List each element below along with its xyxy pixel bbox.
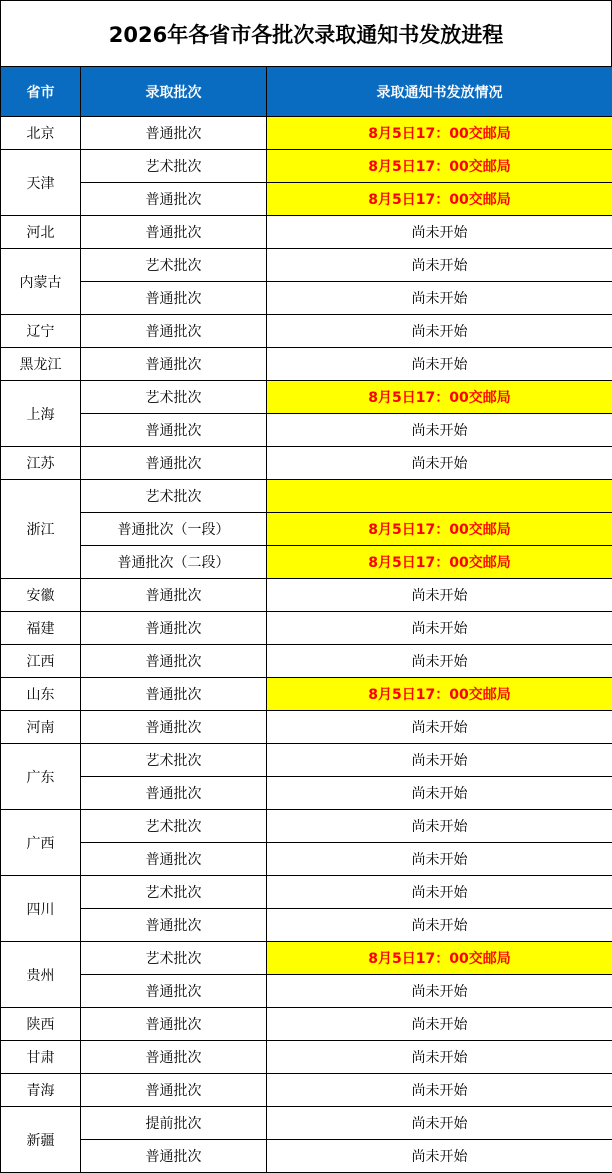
table-row [1,381,612,414]
province-cell: 黑龙江 [1,348,81,381]
status-cell: 尚未开始 [267,249,612,282]
batch-cell: 普通批次（二段） [81,546,267,579]
table-row [1,480,612,513]
status-cell: 尚未开始 [267,810,612,843]
batch-cell: 普通批次 [81,678,267,711]
batch-cell: 普通批次 [81,282,267,315]
status-cell: 尚未开始 [267,315,612,348]
table-row [1,645,612,678]
status-cell: 尚未开始 [267,579,612,612]
batch-cell: 普通批次 [81,975,267,1008]
status-cell: 8月5日17：00交邮局 [267,150,612,183]
batch-cell: 艺术批次 [81,150,267,183]
table-row [1,1140,612,1173]
status-cell: 8月5日17：00交邮局 [267,117,612,150]
status-cell: 尚未开始 [267,975,612,1008]
table-row [1,282,612,315]
status-cell: 尚未开始 [267,348,612,381]
status-cell: 尚未开始 [267,1140,612,1173]
status-cell: 尚未开始 [267,1107,612,1140]
batch-cell: 普通批次 [81,612,267,645]
batch-cell: 普通批次 [81,909,267,942]
status-cell: 尚未开始 [267,711,612,744]
header-status: 录取通知书发放情况 [267,67,612,117]
table-row [1,909,612,942]
province-cell: 山东 [1,678,81,711]
province-cell: 上海 [1,381,81,447]
batch-cell: 普通批次 [81,843,267,876]
table-row [1,579,612,612]
table-row [1,678,612,711]
province-cell: 河南 [1,711,81,744]
province-cell: 辽宁 [1,315,81,348]
batch-cell: 普通批次 [81,1140,267,1173]
province-cell: 内蒙古 [1,249,81,315]
table-row [1,1008,612,1041]
status-cell: 尚未开始 [267,1008,612,1041]
province-cell: 浙江 [1,480,81,579]
table-row [1,348,612,381]
table-row [1,1107,612,1140]
batch-cell: 艺术批次 [81,876,267,909]
status-cell: 尚未开始 [267,216,612,249]
batch-cell: 普通批次 [81,117,267,150]
status-cell: 8月5日17：00交邮局 [267,678,612,711]
table-row [1,810,612,843]
status-cell: 8月5日17：00交邮局 [267,942,612,975]
status-cell: 尚未开始 [267,843,612,876]
table-row [1,117,612,150]
province-cell: 天津 [1,150,81,216]
status-cell: 尚未开始 [267,744,612,777]
batch-cell: 艺术批次 [81,381,267,414]
status-cell: 尚未开始 [267,876,612,909]
table-row [1,414,612,447]
province-cell: 江苏 [1,447,81,480]
batch-cell: 普通批次 [81,414,267,447]
batch-cell: 普通批次 [81,711,267,744]
status-cell: 尚未开始 [267,645,612,678]
status-cell: 尚未开始 [267,447,612,480]
batch-cell: 艺术批次 [81,744,267,777]
header-province: 省市 [1,67,81,117]
table-body [1,117,612,1173]
status-cell: 8月5日17：00交邮局 [267,546,612,579]
batch-cell: 艺术批次 [81,942,267,975]
batch-cell: 普通批次 [81,579,267,612]
table-row [1,975,612,1008]
status-cell: 尚未开始 [267,612,612,645]
header-batch: 录取批次 [81,67,267,117]
province-cell: 四川 [1,876,81,942]
province-cell: 安徽 [1,579,81,612]
table-row [1,216,612,249]
status-cell: 8月5日17：00交邮局 [267,513,612,546]
batch-cell: 普通批次 [81,1074,267,1107]
table-row [1,1074,612,1107]
batch-cell: 普通批次 [81,348,267,381]
table-row [1,843,612,876]
table-row [1,183,612,216]
batch-cell: 普通批次 [81,1008,267,1041]
table-row [1,513,612,546]
batch-cell: 艺术批次 [81,249,267,282]
province-cell: 广东 [1,744,81,810]
province-cell: 河北 [1,216,81,249]
table-row [1,249,612,282]
status-cell [267,480,612,513]
province-cell: 福建 [1,612,81,645]
status-cell: 尚未开始 [267,282,612,315]
table-row [1,315,612,348]
table-row [1,942,612,975]
status-cell: 尚未开始 [267,1074,612,1107]
province-cell: 广西 [1,810,81,876]
status-cell: 尚未开始 [267,909,612,942]
batch-cell: 普通批次 [81,447,267,480]
page-title: 2026年各省市各批次录取通知书发放进程 [0,0,612,66]
batch-cell: 普通批次 [81,645,267,678]
province-cell: 新疆 [1,1107,81,1173]
table-row [1,150,612,183]
batch-cell: 普通批次 [81,216,267,249]
table-row [1,1041,612,1074]
table-row [1,447,612,480]
table-row [1,744,612,777]
status-cell: 8月5日17：00交邮局 [267,381,612,414]
batch-cell: 艺术批次 [81,480,267,513]
status-cell: 尚未开始 [267,1041,612,1074]
province-cell: 北京 [1,117,81,150]
table-row [1,876,612,909]
batch-cell: 普通批次 [81,1041,267,1074]
table-row [1,612,612,645]
batch-cell: 普通批次 [81,183,267,216]
province-cell: 江西 [1,645,81,678]
batch-cell: 艺术批次 [81,810,267,843]
status-cell: 尚未开始 [267,414,612,447]
status-cell: 8月5日17：00交邮局 [267,183,612,216]
province-cell: 甘肃 [1,1041,81,1074]
table-row [1,711,612,744]
table-row [1,546,612,579]
batch-cell: 普通批次 [81,315,267,348]
batch-cell: 普通批次 [81,777,267,810]
province-cell: 青海 [1,1074,81,1107]
batch-cell: 普通批次（一段） [81,513,267,546]
table-row [1,777,612,810]
batch-cell: 提前批次 [81,1107,267,1140]
province-cell: 陕西 [1,1008,81,1041]
status-cell: 尚未开始 [267,777,612,810]
admission-notice-table [0,66,612,1173]
table-header-row [1,67,612,117]
province-cell: 贵州 [1,942,81,1008]
